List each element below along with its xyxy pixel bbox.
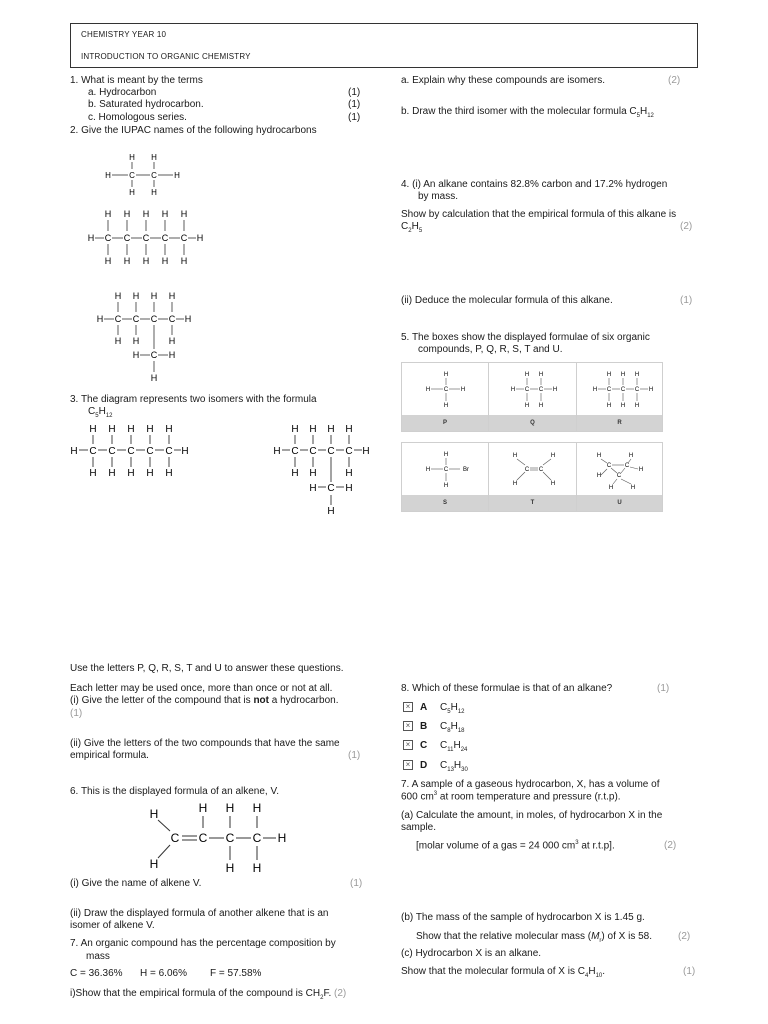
methylbutane-structure-1: [94, 288, 204, 384]
tile-t-label: T: [489, 495, 576, 511]
svg-text:C: C: [146, 446, 154, 457]
svg-text:H: H: [628, 453, 634, 459]
tile-p-label: P: [402, 415, 488, 431]
q5-each-letter: Each letter may be used once, more than once or not at all.: [70, 683, 333, 694]
tile-q: [488, 362, 577, 432]
svg-text:H: H: [327, 424, 335, 435]
q3b: b. Draw the third isomer with the molecular formula $C_5H_{12}$: [401, 106, 654, 119]
svg-text:H: H: [161, 209, 169, 219]
q8-stem: 8. Which of these formulae is that of an alkane?: [401, 683, 613, 694]
svg-text:H: H: [252, 801, 262, 815]
svg-text:H: H: [174, 171, 180, 180]
svg-text:H: H: [277, 831, 287, 845]
isomer-pentane-structure: [66, 420, 196, 482]
svg-text:H: H: [89, 468, 97, 479]
svg-text:H: H: [225, 861, 235, 875]
svg-text:H: H: [538, 403, 544, 409]
svg-text:C: C: [123, 233, 131, 243]
q4-line1: 4. (i) An alkane contains 82.8% carbon and 17.2% hydrogen: [401, 179, 668, 190]
q3-stem: 3. The diagram represents two isomers with the formula: [70, 394, 317, 405]
q3a: a. Explain why these compounds are isomers.: [401, 75, 605, 86]
q2-stem: 2. Give the IUPAC names of the following hydrocarbons: [70, 125, 317, 136]
svg-text:H: H: [180, 209, 188, 219]
tile-u: [576, 442, 663, 512]
q1-stem: 1. What is meant by the terms: [70, 75, 203, 86]
svg-text:C: C: [291, 446, 299, 457]
svg-text:H: H: [443, 403, 449, 409]
svg-text:C: C: [634, 387, 640, 393]
tile-r: [576, 362, 663, 432]
svg-text:H: H: [70, 446, 78, 457]
svg-text:H: H: [443, 452, 449, 458]
svg-text:H: H: [552, 387, 558, 393]
q5-ii-line1: (ii) Give the letters of the two compounds that have the same: [70, 738, 340, 749]
svg-text:H: H: [132, 350, 140, 360]
q4-ii-mark: (1): [680, 295, 693, 306]
svg-text:H: H: [291, 468, 299, 479]
svg-text:H: H: [648, 387, 654, 393]
svg-text:C: C: [225, 831, 235, 845]
isomer-methylbutane-structure: [268, 420, 378, 518]
svg-text:H: H: [606, 403, 612, 409]
q5-i: (i) Give the letter of the compound that is not a hydrocarbon.: [70, 695, 339, 706]
q8-option-c-checkbox[interactable]: ×: [403, 740, 413, 750]
svg-text:H: H: [132, 291, 140, 301]
svg-text:C: C: [132, 314, 140, 324]
svg-text:H: H: [425, 467, 431, 473]
q7-gas-a-line1: (a) Calculate the amount, in moles, of hydrocarbon X in the: [401, 810, 663, 821]
svg-text:H: H: [630, 485, 636, 491]
q5-ii-line2: empirical formula.: [70, 750, 149, 761]
q1-c: c. Homologous series.: [88, 112, 187, 123]
q7-gas-c-line1: (c) Hydrocarbon X is an alkane.: [401, 948, 542, 959]
q1-b: b. Saturated hydrocarbon.: [88, 99, 204, 110]
q1-b-mark: (1): [348, 99, 361, 110]
svg-text:C: C: [606, 463, 612, 469]
tile-p: [401, 362, 489, 432]
svg-text:C: C: [104, 233, 112, 243]
svg-text:H: H: [87, 233, 95, 243]
svg-text:H: H: [114, 336, 122, 346]
svg-text:H: H: [345, 483, 353, 494]
q8-option-a-checkbox[interactable]: ×: [403, 702, 413, 712]
svg-text:H: H: [596, 473, 602, 479]
tile-u-label: U: [577, 495, 662, 511]
svg-text:H: H: [108, 468, 116, 479]
q4-formula: $C_2H_5$: [401, 221, 423, 234]
svg-text:H: H: [634, 372, 640, 378]
svg-text:H: H: [151, 153, 157, 162]
q1-a: a. Hydrocarbon: [88, 87, 157, 98]
svg-text:H: H: [309, 424, 317, 435]
q6-i: (i) Give the name of alkene V.: [70, 878, 202, 889]
svg-text:H: H: [127, 424, 135, 435]
svg-text:C: C: [538, 387, 544, 393]
svg-text:C: C: [108, 446, 116, 457]
svg-text:H: H: [104, 209, 112, 219]
q7-gas-b-mark: (2): [678, 931, 691, 942]
q7-org-i: i)Show that the empirical formula of the compound is $CH_2F$. (2): [70, 988, 347, 1001]
svg-text:H: H: [425, 387, 431, 393]
svg-text:H: H: [524, 372, 530, 378]
q8-option-a-letter: A: [420, 702, 428, 713]
q7-gas-line1: 7. A sample of a gaseous hydrocarbon, X, has a volume of: [401, 779, 660, 790]
q5-line2: compounds, P, Q, R, S, T and U.: [418, 344, 563, 355]
svg-text:C: C: [168, 314, 176, 324]
q7-gas-b-line1: (b) The mass of the sample of hydrocarbon X is 1.45 g.: [401, 912, 645, 923]
svg-text:C: C: [327, 446, 335, 457]
svg-text:C: C: [127, 446, 135, 457]
tile-s: [401, 442, 489, 512]
svg-text:H: H: [149, 857, 159, 871]
q8-option-b-letter: B: [420, 721, 428, 732]
q4-line3: Show by calculation that the empirical formula of this alkane is: [401, 209, 677, 220]
q7-gas-a-mark: (2): [664, 840, 677, 851]
svg-text:H: H: [168, 336, 176, 346]
q8-option-b-checkbox[interactable]: ×: [403, 721, 413, 731]
q6-ii-line1: (ii) Draw the displayed formula of another alkene that is an: [70, 908, 329, 919]
svg-text:C: C: [309, 446, 317, 457]
svg-text:H: H: [129, 188, 135, 197]
svg-text:H: H: [132, 336, 140, 346]
svg-text:H: H: [142, 209, 150, 219]
svg-text:C: C: [620, 387, 626, 393]
svg-text:H: H: [196, 233, 204, 243]
q7-gas-line2: 600 $cm^3$ at room temperature and pressure (r.t.p).: [401, 791, 621, 803]
svg-text:H: H: [146, 424, 154, 435]
q4-mark: (2): [680, 221, 693, 232]
svg-text:C: C: [327, 483, 335, 494]
svg-text:H: H: [634, 403, 640, 409]
q1-a-mark: (1): [348, 87, 361, 98]
q4-ii: (ii) Deduce the molecular formula of this alkane.: [401, 295, 613, 306]
svg-text:C: C: [443, 467, 449, 473]
svg-text:H: H: [512, 481, 518, 487]
svg-text:H: H: [151, 188, 157, 197]
header-box: [70, 23, 698, 68]
svg-text:H: H: [165, 468, 173, 479]
svg-text:H: H: [184, 314, 192, 324]
svg-text:H: H: [150, 373, 158, 383]
svg-text:C: C: [198, 831, 208, 845]
course-title: CHEMISTRY YEAR 10: [81, 30, 167, 39]
tile-s-label: S: [402, 495, 488, 511]
svg-text:H: H: [180, 256, 188, 266]
q8-option-d-letter: D: [420, 760, 428, 771]
svg-text:H: H: [327, 506, 335, 517]
svg-text:H: H: [596, 453, 602, 459]
svg-text:H: H: [524, 403, 530, 409]
pentane-structure: [86, 206, 216, 268]
svg-text:H: H: [620, 403, 626, 409]
svg-text:H: H: [443, 372, 449, 378]
svg-text:H: H: [150, 291, 158, 301]
svg-text:H: H: [273, 446, 281, 457]
ethane-structure: [98, 150, 188, 198]
svg-text:H: H: [309, 483, 317, 494]
svg-text:H: H: [608, 485, 614, 491]
svg-text:H: H: [606, 372, 612, 378]
q8-option-d-formula: $C_{13}H_{30}$: [440, 760, 468, 773]
svg-text:C: C: [252, 831, 262, 845]
svg-text:C: C: [345, 446, 353, 457]
svg-text:C: C: [524, 387, 530, 393]
svg-text:H: H: [161, 256, 169, 266]
svg-text:C: C: [180, 233, 188, 243]
svg-text:H: H: [198, 801, 208, 815]
svg-text:H: H: [168, 350, 176, 360]
svg-text:H: H: [96, 314, 104, 324]
svg-text:H: H: [362, 446, 370, 457]
q8-option-c-letter: C: [420, 740, 428, 751]
svg-text:H: H: [225, 801, 235, 815]
svg-text:C: C: [624, 463, 630, 469]
q4-line2: by mass.: [418, 191, 459, 202]
svg-text:H: H: [538, 372, 544, 378]
svg-text:Br: Br: [463, 467, 469, 473]
svg-text:C: C: [161, 233, 169, 243]
svg-text:C: C: [114, 314, 122, 324]
svg-text:H: H: [123, 209, 131, 219]
q6-ii-line2: isomer of alkene V.: [70, 920, 155, 931]
tile-r-label: R: [577, 415, 662, 431]
q7-gas-c-mark: (1): [683, 966, 696, 977]
q8-mark: (1): [657, 683, 670, 694]
q6-stem: 6. This is the displayed formula of an alkene, V.: [70, 786, 280, 797]
q7-fluorine: F = 57.58%: [210, 968, 262, 979]
svg-text:H: H: [114, 291, 122, 301]
svg-text:C: C: [443, 387, 449, 393]
svg-text:H: H: [89, 424, 97, 435]
svg-text:H: H: [149, 807, 159, 821]
svg-text:H: H: [146, 468, 154, 479]
q8-option-a-formula: $C_5H_{12}$: [440, 702, 465, 715]
svg-text:C: C: [170, 831, 180, 845]
svg-text:C: C: [606, 387, 612, 393]
svg-text:H: H: [512, 453, 518, 459]
svg-text:H: H: [510, 387, 516, 393]
q1-c-mark: (1): [348, 112, 361, 123]
svg-text:C: C: [524, 467, 530, 473]
svg-text:H: H: [142, 256, 150, 266]
svg-text:H: H: [181, 446, 189, 457]
q8-option-c-formula: $C_{11}H_{24}$: [440, 740, 468, 753]
tile-q-label: Q: [489, 415, 576, 431]
svg-text:C: C: [89, 446, 97, 457]
svg-text:H: H: [165, 424, 173, 435]
q5-use-letters: Use the letters P, Q, R, S, T and U to answer these questions.: [70, 663, 344, 674]
svg-text:H: H: [550, 481, 556, 487]
q5-i-mark: (1): [70, 708, 83, 719]
q5-ii-mark: (1): [348, 750, 361, 761]
alkene-v-structure: [142, 800, 292, 876]
svg-text:C: C: [538, 467, 544, 473]
svg-text:C: C: [142, 233, 150, 243]
q3-formula: $C_5H_{12}$: [88, 406, 113, 419]
q7-org-line2: mass: [86, 951, 110, 962]
tile-t: [488, 442, 577, 512]
svg-text:H: H: [105, 171, 111, 180]
svg-text:H: H: [123, 256, 131, 266]
svg-text:H: H: [443, 483, 449, 489]
svg-text:C: C: [150, 350, 158, 360]
q7-gas-a-line3: [molar volume of a gas = 24 000 $cm^3$ at r.t.p].: [416, 840, 615, 852]
svg-text:H: H: [460, 387, 466, 393]
svg-text:H: H: [291, 424, 299, 435]
svg-text:H: H: [104, 256, 112, 266]
svg-text:H: H: [620, 372, 626, 378]
svg-text:C: C: [165, 446, 173, 457]
q5-line1: 5. The boxes show the displayed formulae of six organic: [401, 332, 650, 343]
q8-option-d-checkbox[interactable]: ×: [403, 760, 413, 770]
q7-carbon: C = 36.36%: [70, 968, 123, 979]
svg-text:H: H: [309, 468, 317, 479]
svg-text:H: H: [127, 468, 135, 479]
q3a-mark: (2): [668, 75, 681, 86]
q7-gas-c-line2: Show that the molecular formula of X is $C_4H_{10}$.: [401, 966, 606, 979]
svg-text:C: C: [151, 171, 157, 180]
svg-text:H: H: [550, 453, 556, 459]
svg-text:H: H: [638, 467, 644, 473]
q7-hydrogen: H = 6.06%: [140, 968, 187, 979]
q8-option-b-formula: $C_8H_{18}$: [440, 721, 465, 734]
svg-text:C: C: [129, 171, 135, 180]
svg-text:C: C: [150, 314, 158, 324]
svg-text:H: H: [345, 424, 353, 435]
unit-title: INTRODUCTION TO ORGANIC CHEMISTRY: [81, 52, 251, 61]
svg-text:H: H: [252, 861, 262, 875]
svg-text:H: H: [592, 387, 598, 393]
q6-i-mark: (1): [350, 878, 363, 889]
q7-org-line1: 7. An organic compound has the percentage composition by: [70, 938, 336, 949]
svg-text:H: H: [168, 291, 176, 301]
svg-text:H: H: [129, 153, 135, 162]
svg-text:H: H: [345, 468, 353, 479]
svg-text:C: C: [616, 473, 622, 479]
svg-text:H: H: [108, 424, 116, 435]
q7-gas-b-line2: Show that the relative molecular mass $(M_r)$ of X is 58.: [416, 931, 652, 944]
q7-gas-a-line2: sample.: [401, 822, 437, 833]
